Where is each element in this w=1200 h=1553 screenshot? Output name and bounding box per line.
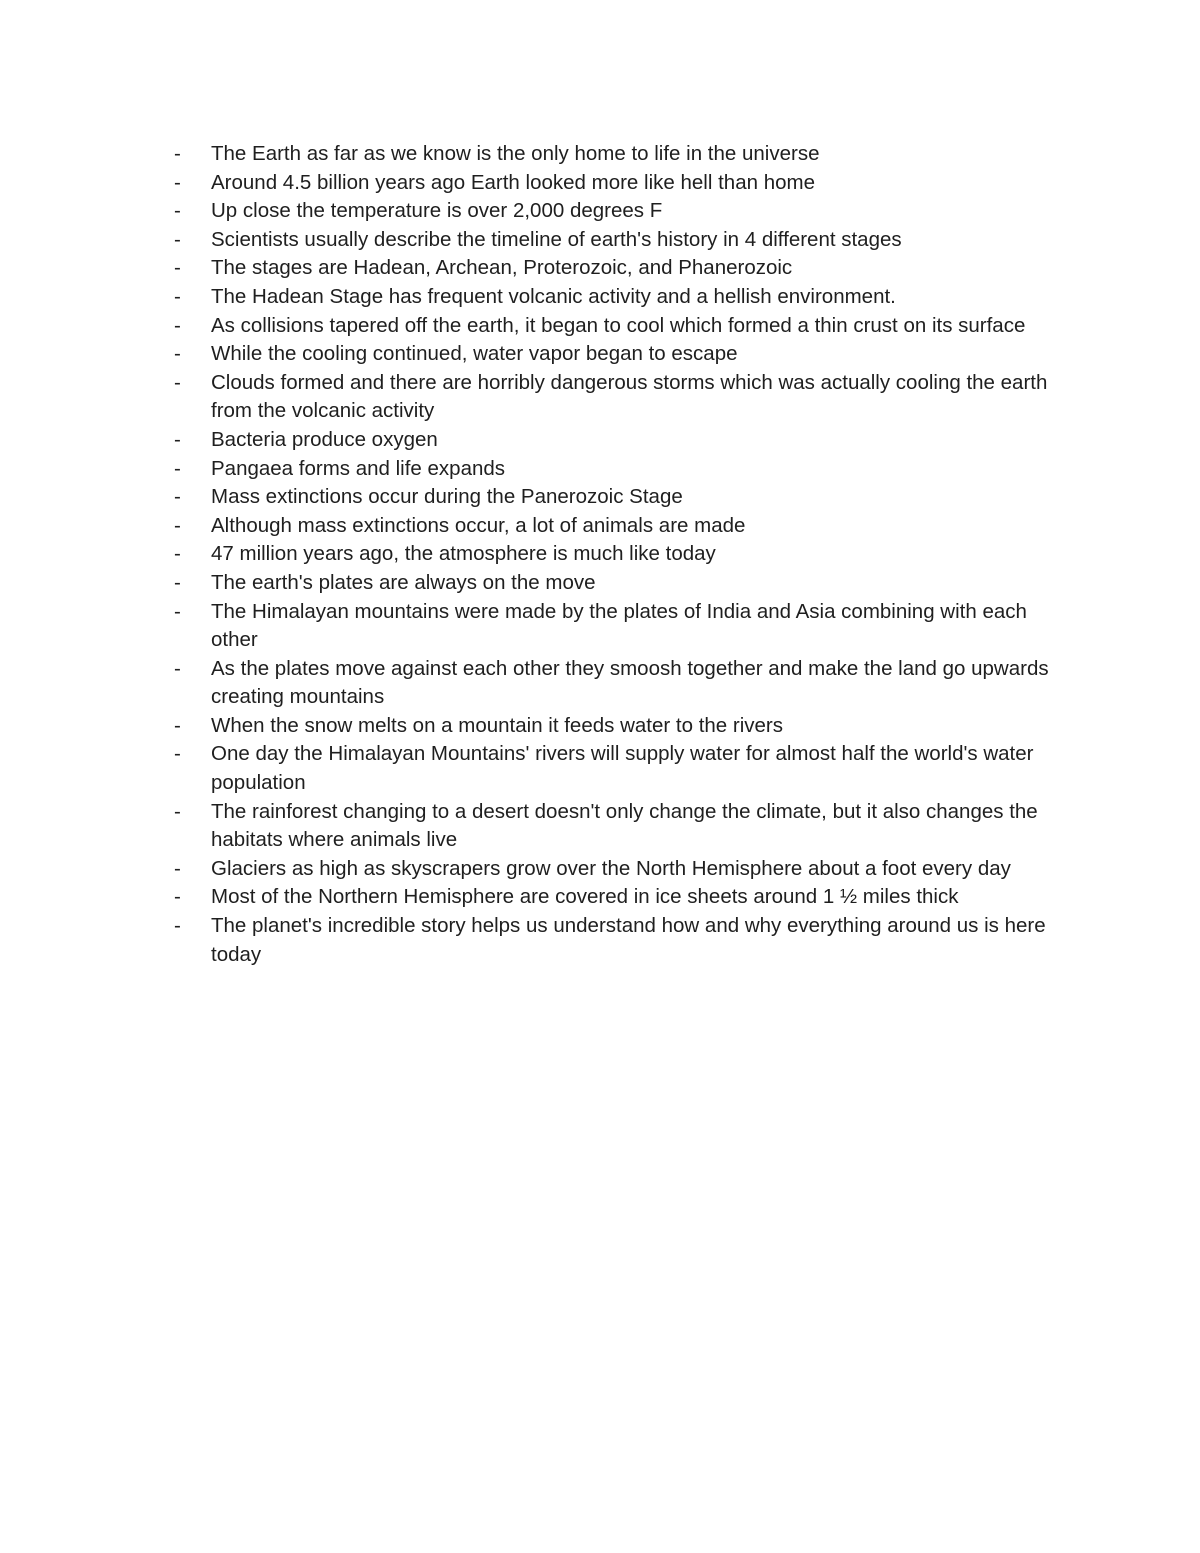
list-item bbox=[174, 312, 1074, 341]
bullet-dash: - bbox=[174, 284, 181, 308]
list-item-text: As collisions tapered off the earth, it began to cool which formed a thin crust on its surface bbox=[211, 313, 1026, 337]
bullet-dash: - bbox=[174, 313, 181, 337]
list-item bbox=[174, 655, 1074, 712]
list-item bbox=[174, 426, 1074, 455]
bullet-dash: - bbox=[174, 427, 181, 451]
list-item-text: The Hadean Stage has frequent volcanic activity and a hellish environment. bbox=[211, 284, 896, 308]
list-item-text: The earth's plates are always on the move bbox=[211, 570, 596, 594]
list-item bbox=[174, 712, 1074, 741]
list-item bbox=[174, 798, 1074, 855]
bullet-dash: - bbox=[174, 799, 181, 823]
list-item bbox=[174, 740, 1074, 797]
list-item-text: Although mass extinctions occur, a lot of animals are made bbox=[211, 513, 746, 537]
bullet-dash: - bbox=[174, 256, 181, 280]
list-item-text: 47 million years ago, the atmosphere is much like today bbox=[211, 542, 716, 566]
bullet-dash: - bbox=[174, 170, 181, 194]
list-item-text: Mass extinctions occur during the Panerozoic Stage bbox=[211, 485, 683, 509]
list-item bbox=[174, 883, 1074, 912]
list-item-text: The stages are Hadean, Archean, Proterozoic, and Phanerozoic bbox=[211, 256, 793, 280]
list-item-text: While the cooling continued, water vapor began to escape bbox=[211, 342, 738, 366]
list-item-text: Around 4.5 billion years ago Earth looked more like hell than home bbox=[211, 170, 815, 194]
bullet-dash: - bbox=[174, 227, 181, 251]
bullet-dash: - bbox=[174, 142, 181, 165]
bullet-dash: - bbox=[174, 914, 181, 938]
list-item-text: The Himalayan mountains were made by the plates of India and Asia combining with each other bbox=[211, 599, 1027, 652]
list-item bbox=[174, 598, 1074, 655]
list-item bbox=[174, 283, 1074, 312]
list-item-text: When the snow melts on a mountain it feeds water to the rivers bbox=[211, 713, 783, 737]
notes-list bbox=[174, 140, 1074, 969]
bullet-dash: - bbox=[174, 485, 181, 509]
bullet-dash: - bbox=[174, 456, 181, 480]
list-item-text: Scientists usually describe the timeline of earth's history in 4 different stages bbox=[211, 227, 902, 251]
list-item bbox=[174, 254, 1074, 283]
list-item bbox=[174, 483, 1074, 512]
list-item bbox=[174, 140, 1074, 169]
bullet-dash: - bbox=[174, 599, 181, 623]
list-item bbox=[174, 512, 1074, 541]
bullet-dash: - bbox=[174, 342, 181, 366]
list-item bbox=[174, 369, 1074, 426]
list-item-text: One day the Himalayan Mountains' rivers will supply water for almost half the world's water population bbox=[211, 742, 1034, 795]
list-item bbox=[174, 912, 1074, 969]
bullet-dash: - bbox=[174, 570, 181, 594]
list-item bbox=[174, 540, 1074, 569]
list-item bbox=[174, 226, 1074, 255]
list-item bbox=[174, 340, 1074, 369]
bullet-dash: - bbox=[174, 856, 181, 880]
bullet-dash: - bbox=[174, 713, 181, 737]
list-item bbox=[174, 169, 1074, 198]
bullet-dash: - bbox=[174, 742, 181, 766]
list-item-text: Glaciers as high as skyscrapers grow over the North Hemisphere about a foot every day bbox=[211, 856, 1011, 880]
list-item-text: Most of the Northern Hemisphere are covered in ice sheets around 1 ½ miles thick bbox=[211, 885, 959, 909]
list-item-text: Up close the temperature is over 2,000 degrees F bbox=[211, 199, 663, 223]
list-item-text: Pangaea forms and life expands bbox=[211, 456, 506, 480]
list-item-text: The planet's incredible story helps us understand how and why everything around us is here today bbox=[211, 914, 1046, 966]
list-item-text: As the plates move against each other they smoosh together and make the land go upwards creating mountains bbox=[211, 656, 1049, 709]
bullet-dash: - bbox=[174, 370, 181, 394]
bullet-dash: - bbox=[174, 656, 181, 680]
bullet-dash: - bbox=[174, 513, 181, 537]
list-item bbox=[174, 197, 1074, 226]
list-item-text: Clouds formed and there are horribly dangerous storms which was actually cooling the earth from the volcanic activity bbox=[211, 370, 1048, 423]
list-item bbox=[174, 569, 1074, 598]
bullet-dash: - bbox=[174, 542, 181, 566]
bullet-dash: - bbox=[174, 199, 181, 223]
list-item bbox=[174, 455, 1074, 484]
list-item-text: The Earth as far as we know is the only home to life in the universe bbox=[211, 142, 820, 165]
bullet-dash: - bbox=[174, 885, 181, 909]
list-item bbox=[174, 855, 1074, 884]
list-item-text: Bacteria produce oxygen bbox=[211, 427, 438, 451]
list-item-text: The rainforest changing to a desert doesn't only change the climate, but it also changes the habitats where animals live bbox=[211, 799, 1038, 852]
